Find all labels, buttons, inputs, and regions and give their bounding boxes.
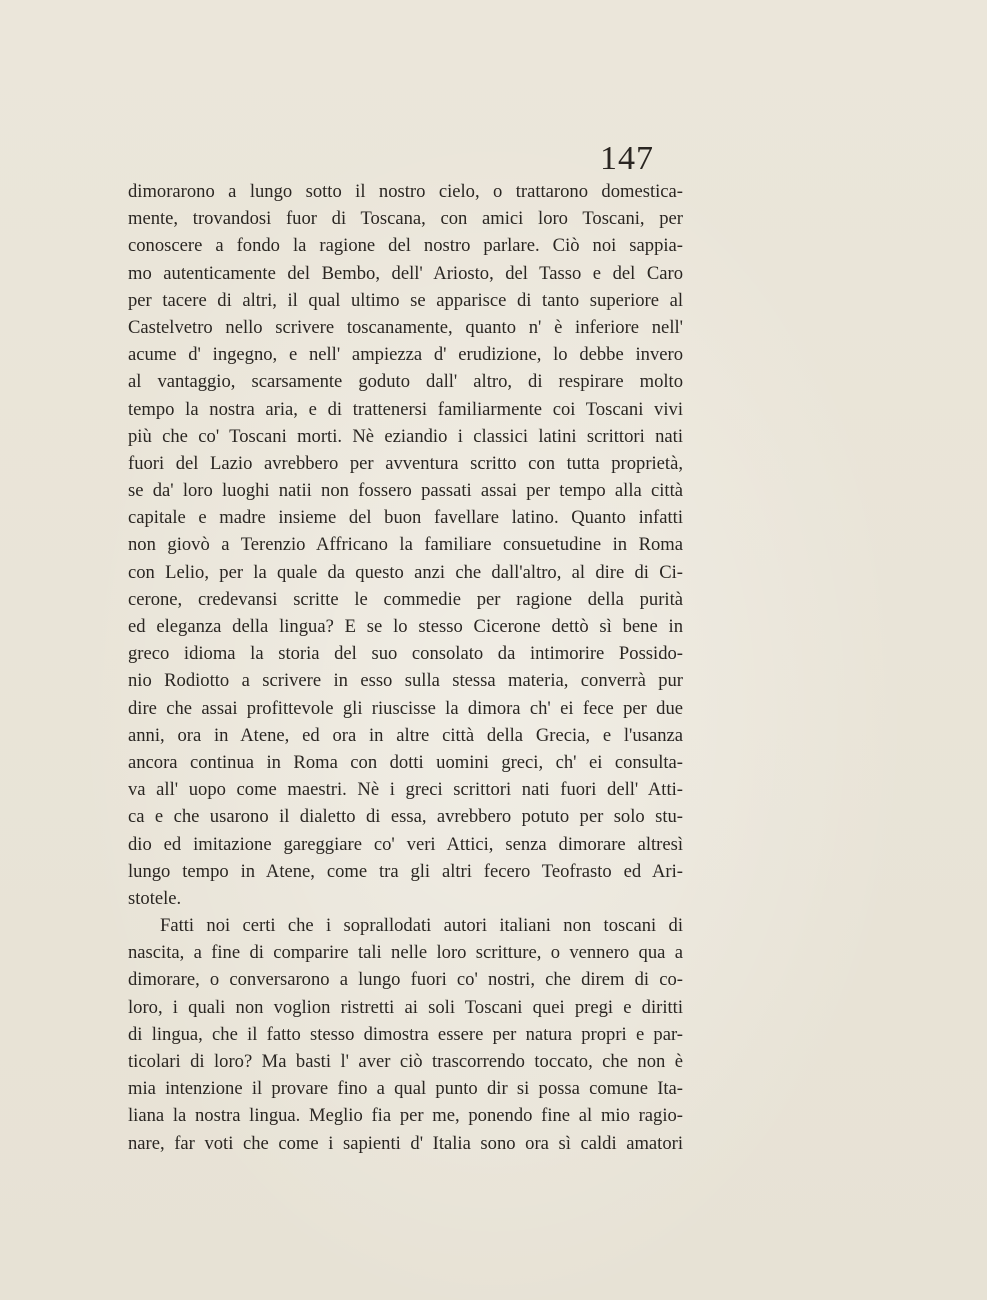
text-line: tempo la nostra aria, e di trattenersi familiarmente coi Toscani vivi <box>128 398 683 420</box>
text-line: se da' loro luoghi natii non fossero passati assai per tempo alla città <box>128 480 683 502</box>
text-line: cerone, credevansi scritte le commedie per ragione della purità <box>128 588 683 610</box>
text-line: lungo tempo in Atene, come tra gli altri fecero Teofrasto ed Ari- <box>128 860 683 882</box>
text-line: mente, trovandosi fuor di Toscana, con amici loro Toscani, per <box>128 208 683 230</box>
text-line: ticolari di loro? Ma basti l' aver ciò trascorrendo toccato, che non è <box>128 1051 683 1072</box>
text-line: Castelvetro nello scrivere toscanamente, quanto n' è inferiore nell' <box>128 316 683 338</box>
text-line: ca e che usarono il dialetto di essa, avrebbero potuto per solo stu- <box>128 806 683 828</box>
text-line: dimorare, o conversarono a lungo fuori co' nostri, che direm di co- <box>128 969 683 991</box>
paragraph <box>128 178 683 912</box>
page-number: 147 <box>600 140 654 177</box>
text-line: fuori del Lazio avrebbero per avventura scritto con tutta proprietà, <box>128 452 683 474</box>
text-line: greco idioma la storia del suo consolato da intimorire Possido- <box>128 643 683 665</box>
text-line: mia intenzione il provare fino a qual punto dir si possa comune Ita- <box>128 1078 683 1100</box>
text-line: acume d' ingegno, e nell' ampiezza d' erudizione, lo debbe invero <box>128 344 683 366</box>
text-line: liana la nostra lingua. Meglio fia per me, ponendo fine al mio ragio- <box>128 1105 683 1127</box>
text-line: dio ed imitazione gareggiare co' veri Attici, senza dimorare altresì <box>128 833 683 855</box>
text-line: capitale e madre insieme del buon favellare latino. Quanto infatti <box>128 507 683 529</box>
text-line: stotele. <box>128 887 182 909</box>
text-line: ancora continua in Roma con dotti uomini greci, ch' ei consulta- <box>128 751 683 773</box>
text-line: nascita, a fine di comparire tali nelle loro scritture, o vennero qua a <box>128 942 683 964</box>
text-line: non giovò a Terenzio Affricano la familiare consuetudine in Roma <box>128 534 683 556</box>
text-line: ed eleganza della lingua? E se lo stesso Cicerone dettò sì bene in <box>128 616 683 637</box>
text-line: loro, i quali non voglion ristretti ai soli Toscani quei pregi e diritti <box>128 996 683 1018</box>
text-line: per tacere di altri, il qual ultimo se apparisce di tanto superiore al <box>128 289 683 311</box>
body-text <box>128 178 683 1157</box>
text-line: di lingua, che il fatto stesso dimostra essere per natura propri e par- <box>128 1023 683 1045</box>
text-line: anni, ora in Atene, ed ora in altre città della Grecia, e l'usanza <box>128 724 683 746</box>
text-line: mo autenticamente del Bembo, dell' Ariosto, del Tasso e del Caro <box>128 262 683 284</box>
text-line: va all' uopo come maestri. Nè i greci scrittori nati fuori dell' Atti- <box>128 779 683 801</box>
text-line: con Lelio, per la quale da questo anzi che dall'altro, al dire di Ci- <box>128 561 683 583</box>
text-line: nio Rodiotto a scrivere in esso sulla stessa materia, converrà pur <box>128 670 683 692</box>
text-line: nare, far voti che come i sapienti d' Italia sono ora sì caldi amatori <box>128 1132 683 1154</box>
text-line: dire che assai profittevole gli riuscisse la dimora ch' ei fece per due <box>128 697 683 719</box>
paragraph <box>128 912 683 1157</box>
text-line: conoscere a fondo la ragione del nostro parlare. Ciò noi sappia- <box>128 235 683 257</box>
text-line: più che co' Toscani morti. Nè eziandio i classici latini scrittori nati <box>128 425 683 447</box>
text-line: al vantaggio, scarsamente goduto dall' altro, di respirare molto <box>128 371 683 393</box>
text-line: dimorarono a lungo sotto il nostro cielo, o trattarono domestica- <box>128 181 683 202</box>
text-line: Fatti noi certi che i soprallodati autori italiani non toscani di <box>160 915 683 937</box>
